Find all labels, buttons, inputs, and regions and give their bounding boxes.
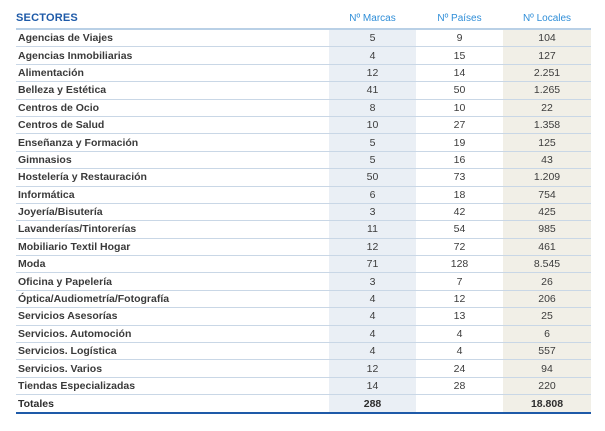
marcas-cell: 14	[329, 377, 416, 394]
marcas-cell: 5	[329, 134, 416, 151]
table-row	[16, 169, 591, 186]
table-row	[16, 221, 591, 238]
marcas-cell: 8	[329, 99, 416, 116]
header-paises: Nº Países	[416, 8, 503, 29]
locales-cell: 1.358	[503, 116, 591, 133]
marcas-cell: 12	[329, 360, 416, 377]
paises-cell: 50	[416, 82, 503, 99]
sector-cell: Agencias Inmobiliarias	[16, 47, 329, 64]
marcas-cell: 50	[329, 169, 416, 186]
marcas-cell: 5	[329, 151, 416, 168]
header-sectores: SECTORES	[16, 8, 329, 29]
paises-cell: 27	[416, 116, 503, 133]
table-row	[16, 238, 591, 255]
paises-cell: 19	[416, 134, 503, 151]
table-row	[16, 47, 591, 64]
table-row	[16, 151, 591, 168]
sector-cell: Agencias de Viajes	[16, 29, 329, 47]
table-row	[16, 29, 591, 47]
paises-cell: 4	[416, 343, 503, 360]
marcas-cell: 71	[329, 256, 416, 273]
table-row	[16, 308, 591, 325]
paises-cell: 7	[416, 273, 503, 290]
table-header	[16, 8, 591, 29]
locales-cell: 22	[503, 99, 591, 116]
table-row	[16, 82, 591, 99]
marcas-cell: 11	[329, 221, 416, 238]
marcas-cell: 4	[329, 47, 416, 64]
locales-cell: 127	[503, 47, 591, 64]
paises-cell: 15	[416, 47, 503, 64]
table-row	[16, 134, 591, 151]
sector-cell: Alimentación	[16, 64, 329, 81]
table-row	[16, 99, 591, 116]
marcas-cell: 4	[329, 290, 416, 307]
paises-cell: 24	[416, 360, 503, 377]
totals-paises	[416, 395, 503, 414]
locales-cell: 461	[503, 238, 591, 255]
sector-cell: Joyería/Bisutería	[16, 203, 329, 220]
locales-cell: 25	[503, 308, 591, 325]
table-row	[16, 290, 591, 307]
marcas-cell: 3	[329, 203, 416, 220]
locales-cell: 557	[503, 343, 591, 360]
paises-cell: 18	[416, 186, 503, 203]
sector-cell: Centros de Ocio	[16, 99, 329, 116]
marcas-cell: 4	[329, 325, 416, 342]
table-row	[16, 203, 591, 220]
sectors-table-container	[16, 8, 591, 414]
locales-cell: 8.545	[503, 256, 591, 273]
locales-cell: 2.251	[503, 64, 591, 81]
locales-cell: 1.265	[503, 82, 591, 99]
sector-cell: Mobiliario Textil Hogar	[16, 238, 329, 255]
paises-cell: 16	[416, 151, 503, 168]
marcas-cell: 12	[329, 238, 416, 255]
paises-cell: 42	[416, 203, 503, 220]
paises-cell: 4	[416, 325, 503, 342]
sector-cell: Óptica/Audiometría/Fotografía	[16, 290, 329, 307]
marcas-cell: 6	[329, 186, 416, 203]
paises-cell: 73	[416, 169, 503, 186]
sector-cell: Servicios Asesorías	[16, 308, 329, 325]
locales-cell: 26	[503, 273, 591, 290]
table-row	[16, 343, 591, 360]
paises-cell: 9	[416, 29, 503, 47]
sector-cell: Moda	[16, 256, 329, 273]
totals-label: Totales	[16, 395, 329, 414]
totals-marcas: 288	[329, 395, 416, 414]
locales-cell: 6	[503, 325, 591, 342]
sector-cell: Servicios. Automoción	[16, 325, 329, 342]
totals-locales: 18.808	[503, 395, 591, 414]
paises-cell: 54	[416, 221, 503, 238]
marcas-cell: 3	[329, 273, 416, 290]
sector-cell: Gimnasios	[16, 151, 329, 168]
table-row	[16, 186, 591, 203]
sector-cell: Tiendas Especializadas	[16, 377, 329, 394]
marcas-cell: 4	[329, 343, 416, 360]
sector-cell: Lavanderías/Tintorerías	[16, 221, 329, 238]
locales-cell: 754	[503, 186, 591, 203]
paises-cell: 28	[416, 377, 503, 394]
locales-cell: 104	[503, 29, 591, 47]
header-row	[16, 8, 591, 29]
marcas-cell: 10	[329, 116, 416, 133]
paises-cell: 10	[416, 99, 503, 116]
marcas-cell: 12	[329, 64, 416, 81]
table-row	[16, 256, 591, 273]
locales-cell: 425	[503, 203, 591, 220]
sector-cell: Informática	[16, 186, 329, 203]
header-locales: Nº Locales	[503, 8, 591, 29]
table-row	[16, 360, 591, 377]
table-row	[16, 377, 591, 394]
locales-cell: 220	[503, 377, 591, 394]
table-row	[16, 116, 591, 133]
locales-cell: 1.209	[503, 169, 591, 186]
paises-cell: 128	[416, 256, 503, 273]
table-row	[16, 273, 591, 290]
sector-cell: Servicios. Logística	[16, 343, 329, 360]
sector-cell: Servicios. Varios	[16, 360, 329, 377]
paises-cell: 72	[416, 238, 503, 255]
sector-cell: Enseñanza y Formación	[16, 134, 329, 151]
marcas-cell: 41	[329, 82, 416, 99]
paises-cell: 13	[416, 308, 503, 325]
locales-cell: 985	[503, 221, 591, 238]
table-row	[16, 64, 591, 81]
marcas-cell: 5	[329, 29, 416, 47]
table-footer	[16, 395, 591, 414]
header-marcas: Nº Marcas	[329, 8, 416, 29]
sector-cell: Belleza y Estética	[16, 82, 329, 99]
locales-cell: 43	[503, 151, 591, 168]
paises-cell: 12	[416, 290, 503, 307]
totals-row	[16, 395, 591, 414]
locales-cell: 125	[503, 134, 591, 151]
sector-cell: Centros de Salud	[16, 116, 329, 133]
marcas-cell: 4	[329, 308, 416, 325]
paises-cell: 14	[416, 64, 503, 81]
table-row	[16, 325, 591, 342]
table-body	[16, 29, 591, 395]
sectors-table	[16, 8, 591, 414]
locales-cell: 94	[503, 360, 591, 377]
locales-cell: 206	[503, 290, 591, 307]
sector-cell: Oficina y Papelería	[16, 273, 329, 290]
sector-cell: Hostelería y Restauración	[16, 169, 329, 186]
